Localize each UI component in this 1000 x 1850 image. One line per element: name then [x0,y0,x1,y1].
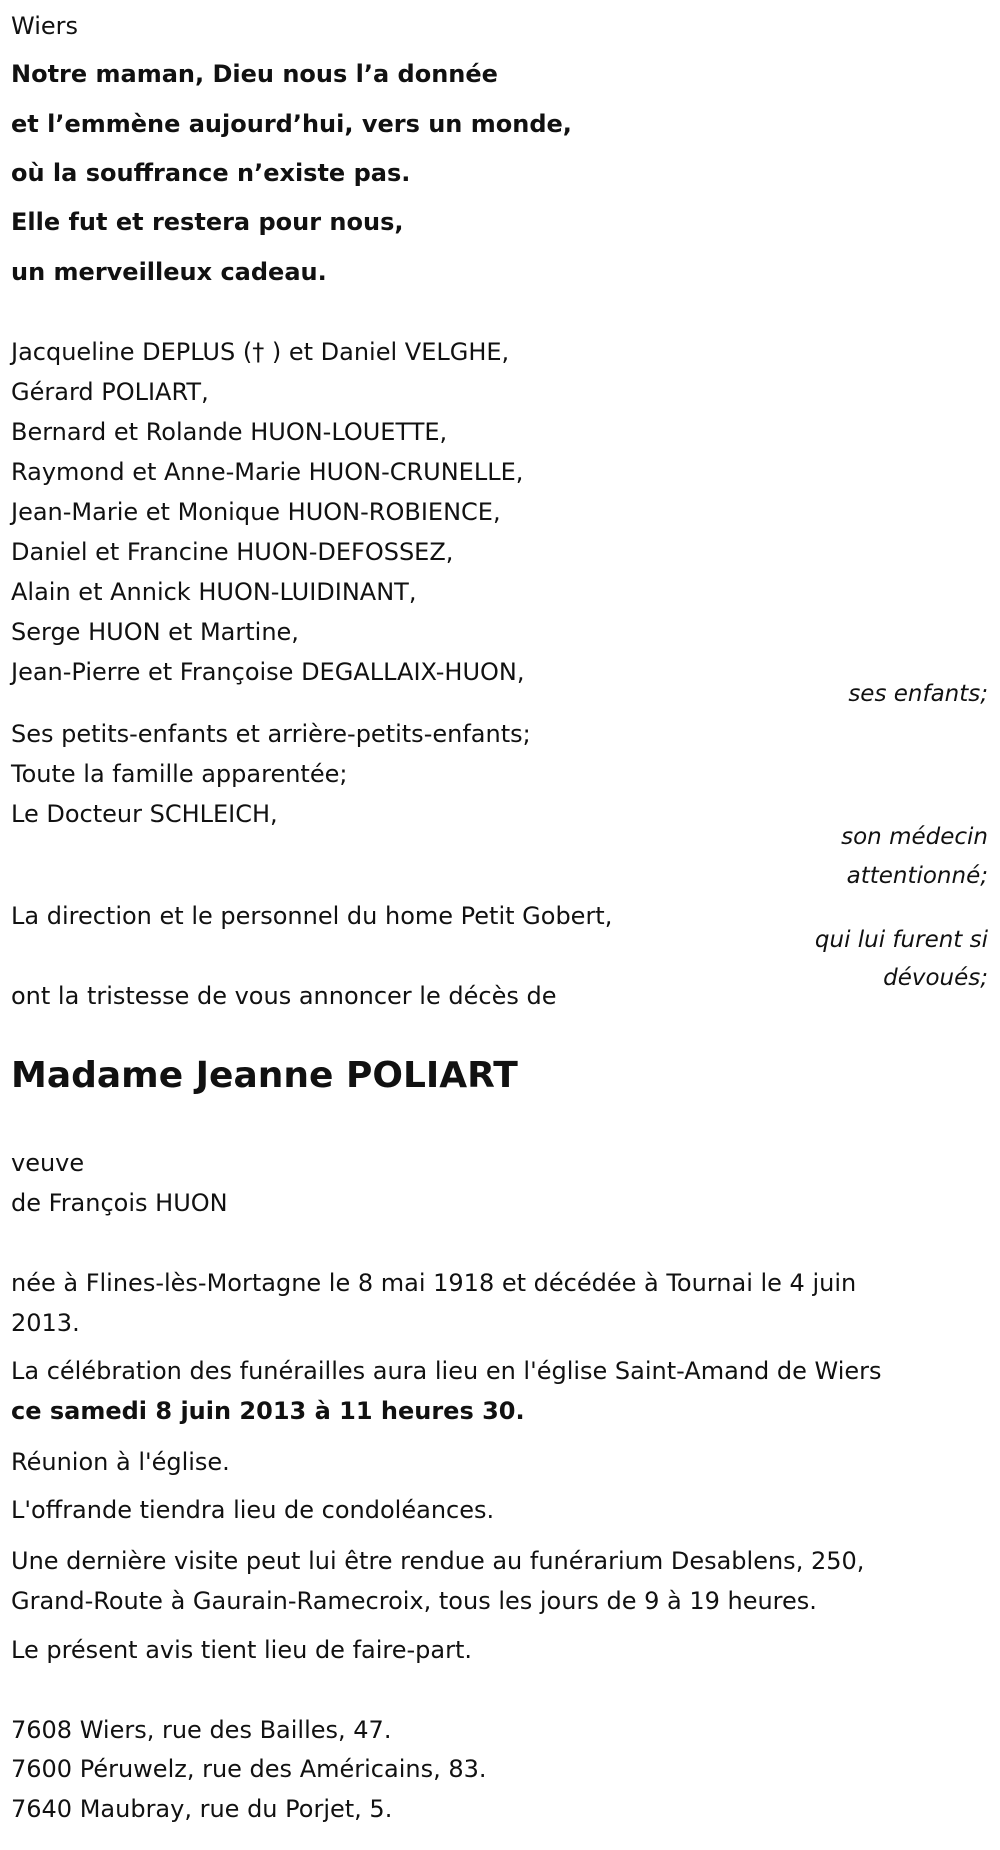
birth-death: 2013. [11,1309,80,1337]
child-entry: Daniel et Francine HUON-DEFOSSEZ, [11,538,454,566]
widow-line: de François HUON [11,1189,228,1217]
poem-line: où la souffrance n’existe pas. [11,159,411,187]
doctor: Le Docteur SCHLEICH, [11,800,278,828]
address: 7600 Péruwelz, rue des Américains, 83. [11,1755,487,1783]
children-role: ses enfants; [848,681,988,707]
child-entry: Raymond et Anne-Marie HUON-CRUNELLE, [11,458,524,486]
visit: Grand-Route à Gaurain-Ramecroix, tous les jours de 9 à 19 heures. [11,1587,817,1615]
birth-death: née à Flines-lès-Mortagne le 8 mai 1918 et décédée à Tournai le 4 juin [11,1269,857,1297]
location: Wiers [11,12,79,40]
child-entry: Alain et Annick HUON-LUIDINANT, [11,578,417,606]
doctor-role-line: son médecin [841,824,988,850]
home-staff-role-line: dévoués; [883,965,988,991]
child-entry: Bernard et Rolande HUON-LOUETTE, [11,418,448,446]
doctor-role-line: attentionné; [846,863,988,889]
poem-line: un merveilleux cadeau. [11,258,327,286]
offering: L'offrande tiendra lieu de condoléances. [11,1496,495,1524]
poem-line: et l’emmène aujourd’hui, vers un monde, [11,110,572,138]
child-entry: Gérard POLIART, [11,378,209,406]
child-entry: Jean-Marie et Monique HUON-ROBIENCE, [11,498,501,526]
child-entry: Serge HUON et Martine, [11,618,299,646]
poem-line: Elle fut et restera pour nous, [11,208,404,236]
visit: Une dernière visite peut lui être rendue au funérarium Desablens, 250, [11,1547,865,1575]
poem-line: Notre maman, Dieu nous l’a donnée [11,60,498,88]
announcement: ont la tristesse de vous annoncer le décès de [11,982,557,1010]
grandchildren: Ses petits-enfants et arrière-petits-enfants; [11,720,531,748]
ceremony-date: ce samedi 8 juin 2013 à 11 heures 30. [11,1397,525,1425]
child-entry: Jean-Pierre et Françoise DEGALLAIX-HUON, [11,658,525,686]
address: 7608 Wiers, rue des Bailles, 47. [11,1716,392,1744]
family: Toute la famille apparentée; [11,760,348,788]
ceremony: La célébration des funérailles aura lieu en l'église Saint-Amand de Wiers [11,1357,882,1385]
meeting: Réunion à l'église. [11,1448,230,1476]
deceased-name: Madame Jeanne POLIART [11,1055,518,1096]
home-staff-role-line: qui lui furent si [814,927,988,953]
widow-line: veuve [11,1149,85,1177]
child-entry: Jacqueline DEPLUS († ) et Daniel VELGHE, [11,338,510,366]
notice: Le présent avis tient lieu de faire-part. [11,1636,473,1664]
home-staff: La direction et le personnel du home Petit Gobert, [11,902,613,930]
address: 7640 Maubray, rue du Porjet, 5. [11,1795,393,1823]
